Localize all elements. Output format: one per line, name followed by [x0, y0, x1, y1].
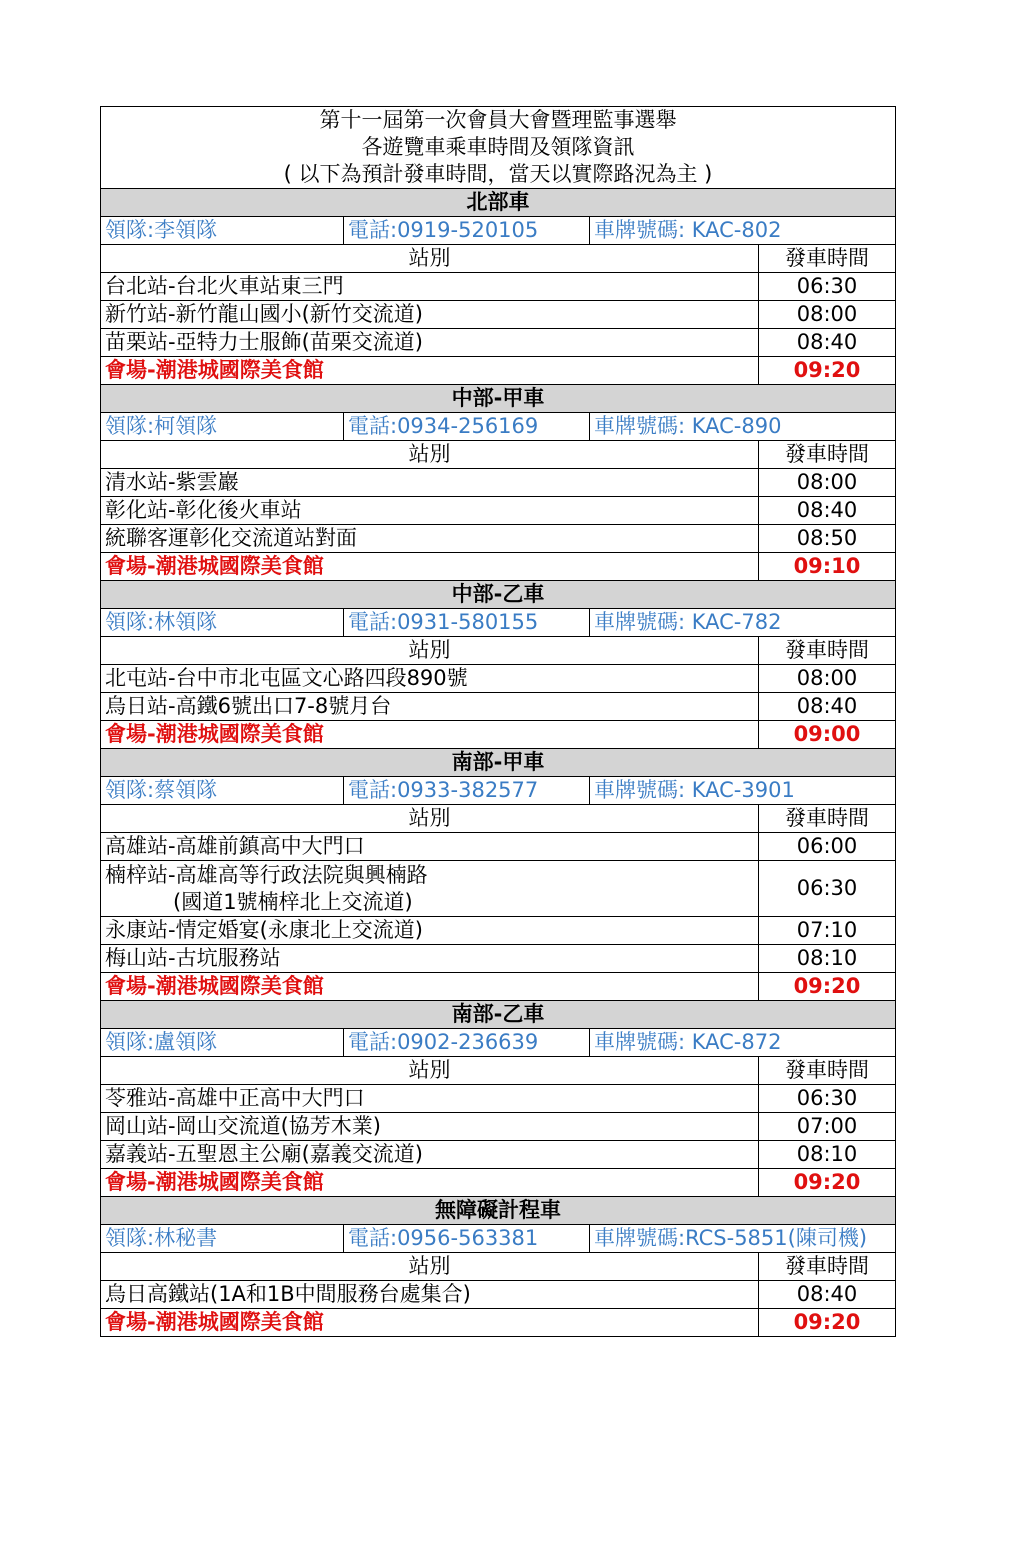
departure-time: 08:40: [759, 693, 896, 721]
bus-plate: 車牌號碼: KAC-890: [590, 413, 896, 441]
stop-name: 苓雅站-高雄中正高中大門口: [105, 1086, 365, 1110]
section-header-row: [101, 749, 896, 777]
section-title: 北部車: [101, 189, 896, 217]
section-title: 南部-甲車: [101, 749, 896, 777]
bus-schedule-table: [100, 106, 896, 1337]
destination-time: 09:20: [759, 357, 896, 385]
document-title: 第十一屆第一次會員大會暨理監事選舉: [101, 107, 896, 135]
section-header-row: [101, 581, 896, 609]
leader-info-row: [101, 609, 896, 637]
departure-time: 06:30: [759, 861, 896, 917]
departure-column-header: 發車時間: [759, 637, 896, 665]
document-subtitle: 各遊覽車乘車時間及領隊資訊: [101, 134, 896, 161]
title-row: [101, 107, 896, 135]
bus-plate: 車牌號碼: KAC-782: [590, 609, 896, 637]
section-title: 無障礙計程車: [101, 1197, 896, 1225]
destination-time: 09:20: [759, 1169, 896, 1197]
departure-time: 07:10: [759, 917, 896, 945]
stop-name: 高雄站-高雄前鎮高中大門口: [105, 834, 365, 858]
stop-row: [101, 329, 896, 357]
destination-time: 09:20: [759, 1309, 896, 1337]
departure-time: 08:00: [759, 665, 896, 693]
departure-time: 08:40: [759, 1281, 896, 1309]
destination-name: 會場-潮港城國際美食館: [101, 357, 759, 385]
stop-name: 嘉義站-五聖恩主公廟(嘉義交流道): [105, 1142, 423, 1166]
stop-name-cell: [101, 469, 759, 497]
destination-name: 會場-潮港城國際美食館: [101, 1309, 759, 1337]
departure-column-header: 發車時間: [759, 245, 896, 273]
station-column-header: 站別: [101, 441, 759, 469]
destination-name: 會場-潮港城國際美食館: [101, 1169, 759, 1197]
stop-name: 苗栗站-亞特力士服飾(苗栗交流道): [105, 330, 423, 354]
leader-name: 領隊:林秘書: [101, 1225, 344, 1253]
departure-time: 06:00: [759, 833, 896, 861]
destination-row: [101, 973, 896, 1001]
stop-name: 清水站-紫雲巖: [105, 470, 239, 494]
station-column-header: 站別: [101, 805, 759, 833]
stop-row: [101, 917, 896, 945]
stop-name-cell: [101, 1281, 759, 1309]
departure-time: 08:10: [759, 1141, 896, 1169]
stop-name: 北屯站-台中市北屯區文心路四段890號: [105, 666, 468, 690]
leader-phone: 電話:0931-580155: [344, 609, 590, 637]
column-header-row: [101, 1253, 896, 1281]
stop-row: [101, 1113, 896, 1141]
departure-time: 06:30: [759, 273, 896, 301]
departure-time: 08:40: [759, 497, 896, 525]
leader-phone: 電話:0934-256169: [344, 413, 590, 441]
departure-time: 08:10: [759, 945, 896, 973]
destination-row: [101, 553, 896, 581]
stop-name-cell: [101, 525, 759, 553]
stop-row: [101, 1085, 896, 1113]
stop-name-cell: [101, 273, 759, 301]
destination-time: 09:20: [759, 973, 896, 1001]
departure-column-header: 發車時間: [759, 1057, 896, 1085]
leader-phone: 電話:0933-382577: [344, 777, 590, 805]
stop-name: 烏日高鐵站(1A和1B中間服務台處集合): [105, 1282, 471, 1306]
departure-column-header: 發車時間: [759, 1253, 896, 1281]
column-header-row: [101, 637, 896, 665]
destination-time: 09:10: [759, 553, 896, 581]
stop-name: 烏日站-高鐵6號出口7-8號月台: [105, 694, 392, 718]
stop-row: [101, 945, 896, 973]
subtitle-row: [101, 134, 896, 161]
stop-name-cell: [101, 329, 759, 357]
departure-time: 08:50: [759, 525, 896, 553]
leader-info-row: [101, 777, 896, 805]
destination-name: 會場-潮港城國際美食館: [101, 721, 759, 749]
station-column-header: 站別: [101, 245, 759, 273]
stop-name: 永康站-情定婚宴(永康北上交流道): [105, 918, 423, 942]
stop-name: 新竹站-新竹龍山國小(新竹交流道): [105, 302, 423, 326]
station-column-header: 站別: [101, 637, 759, 665]
section-header-row: [101, 1001, 896, 1029]
section-title: 中部-乙車: [101, 581, 896, 609]
column-header-row: [101, 805, 896, 833]
section-header-row: [101, 1197, 896, 1225]
stop-name: 楠梓站-高雄高等行政法院與興楠路: [105, 862, 428, 887]
stop-name-cell: [101, 1113, 759, 1141]
stop-row: [101, 497, 896, 525]
stop-row: [101, 469, 896, 497]
stop-row: [101, 665, 896, 693]
stop-name-cell: [101, 861, 759, 917]
destination-name: 會場-潮港城國際美食館: [101, 973, 759, 1001]
stop-row: [101, 693, 896, 721]
leader-name: 領隊:柯領隊: [101, 413, 344, 441]
stop-row: [101, 301, 896, 329]
station-column-header: 站別: [101, 1057, 759, 1085]
stop-row: [101, 833, 896, 861]
stop-name: 統聯客運彰化交流道站對面: [105, 526, 357, 550]
bus-plate: 車牌號碼:RCS-5851(陳司機): [590, 1225, 896, 1253]
destination-name: 會場-潮港城國際美食館: [101, 553, 759, 581]
bus-plate: 車牌號碼: KAC-3901: [590, 777, 896, 805]
leader-info-row: [101, 217, 896, 245]
stop-name-cell: [101, 917, 759, 945]
section-header-row: [101, 385, 896, 413]
leader-info-row: [101, 1225, 896, 1253]
leader-info-row: [101, 1029, 896, 1057]
column-header-row: [101, 1057, 896, 1085]
destination-row: [101, 721, 896, 749]
schedule-note: ( 以下為預計發車時間，當天以實際路況為主 ): [101, 161, 896, 189]
destination-row: [101, 357, 896, 385]
destination-row: [101, 1169, 896, 1197]
section-header-row: [101, 189, 896, 217]
stop-name: 彰化站-彰化後火車站: [105, 498, 302, 522]
departure-time: 08:40: [759, 329, 896, 357]
bus-plate: 車牌號碼: KAC-872: [590, 1029, 896, 1057]
departure-column-header: 發車時間: [759, 805, 896, 833]
stop-name-cell: [101, 693, 759, 721]
stop-name-cell: [101, 665, 759, 693]
stop-name-cell: [101, 1085, 759, 1113]
departure-column-header: 發車時間: [759, 441, 896, 469]
section-title: 南部-乙車: [101, 1001, 896, 1029]
station-column-header: 站別: [101, 1253, 759, 1281]
stop-name-detail: (國道1號楠梓北上交流道): [173, 889, 413, 914]
column-header-row: [101, 441, 896, 469]
stop-name-cell: [101, 945, 759, 973]
stop-row: [101, 273, 896, 301]
stop-name: 梅山站-古坑服務站: [105, 946, 281, 970]
destination-row: [101, 1309, 896, 1337]
column-header-row: [101, 245, 896, 273]
leader-info-row: [101, 413, 896, 441]
stop-name-cell: [101, 833, 759, 861]
leader-phone: 電話:0902-236639: [344, 1029, 590, 1057]
destination-time: 09:00: [759, 721, 896, 749]
departure-time: 08:00: [759, 469, 896, 497]
stop-name-cell: [101, 1141, 759, 1169]
leader-name: 領隊:李領隊: [101, 217, 344, 245]
stop-row: [101, 1281, 896, 1309]
stop-row: [101, 1141, 896, 1169]
departure-time: 06:30: [759, 1085, 896, 1113]
departure-time: 07:00: [759, 1113, 896, 1141]
leader-phone: 電話:0919-520105: [344, 217, 590, 245]
stop-name: 台北站-台北火車站東三門: [105, 274, 344, 298]
departure-time: 08:00: [759, 301, 896, 329]
leader-name: 領隊:林領隊: [101, 609, 344, 637]
note-row: [101, 161, 896, 189]
stop-name-cell: [101, 497, 759, 525]
stop-name: 岡山站-岡山交流道(協芳木業): [105, 1114, 381, 1138]
leader-phone: 電話:0956-563381: [344, 1225, 590, 1253]
leader-name: 領隊:蔡領隊: [101, 777, 344, 805]
stop-name-cell: [101, 301, 759, 329]
section-title: 中部-甲車: [101, 385, 896, 413]
bus-plate: 車牌號碼: KAC-802: [590, 217, 896, 245]
leader-name: 領隊:盧領隊: [101, 1029, 344, 1057]
stop-row: [101, 861, 896, 917]
stop-row: [101, 525, 896, 553]
